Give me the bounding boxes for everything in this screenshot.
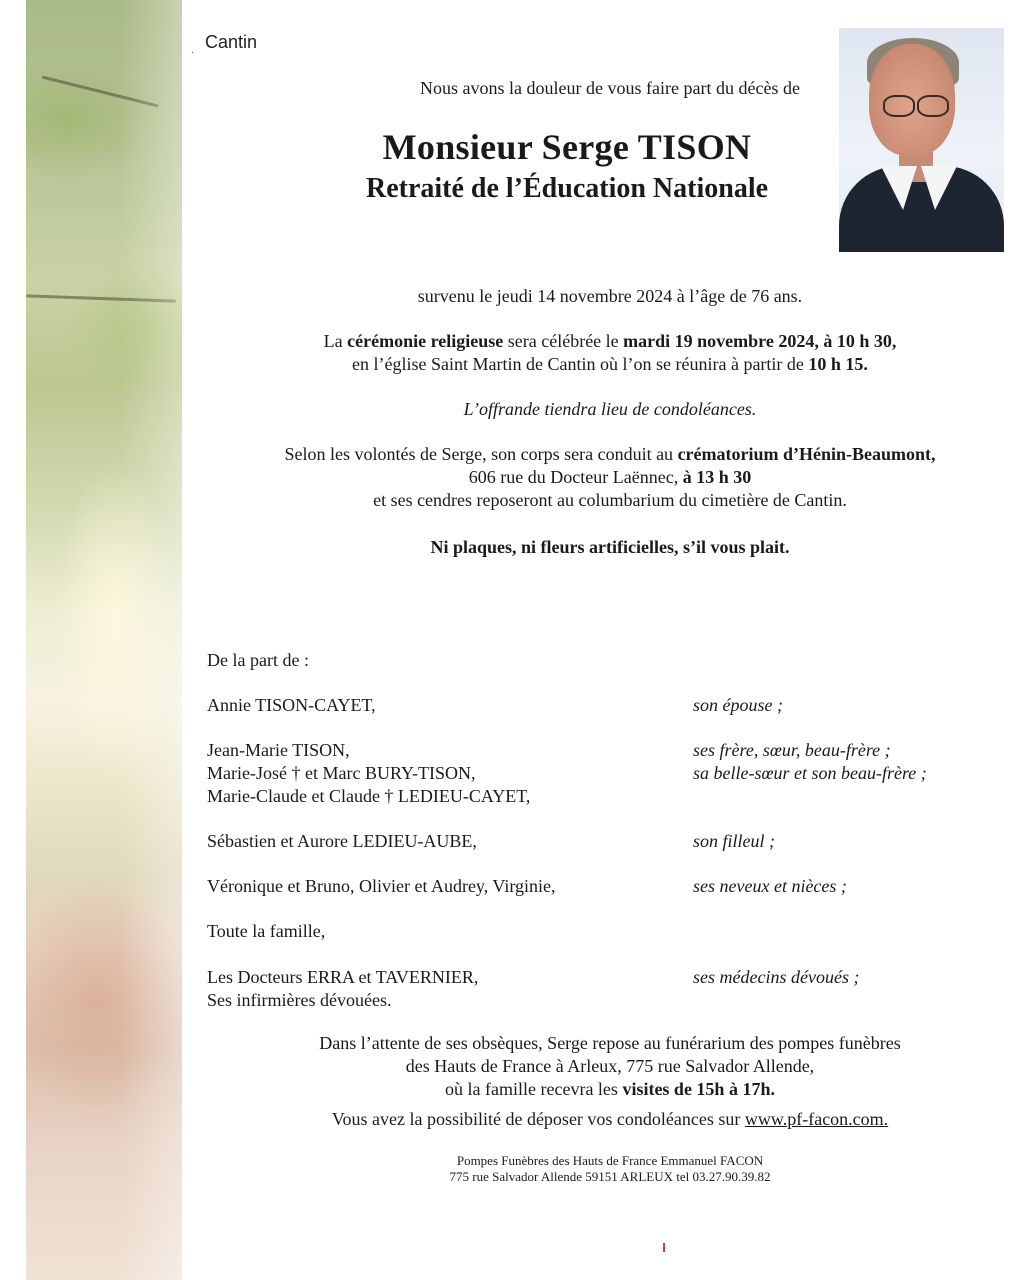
family-relation: ses frère, sœur, beau-frère ; bbox=[693, 740, 891, 760]
ceremony-text: en l’église Saint Martin de Cantin où l’on se réunira à partir de bbox=[352, 354, 809, 374]
wake-text: où la famille recevra les bbox=[445, 1079, 623, 1099]
wake-line-1: Dans l’attente de ses obsèques, Serge repose au funérarium des pompes funèbres bbox=[319, 1033, 901, 1053]
condolences-line bbox=[190, 1108, 1030, 1131]
cremation-paragraph bbox=[190, 443, 1030, 512]
family-name: Marie-José † et Marc BURY-TISON, bbox=[207, 763, 476, 783]
family-relation: son filleul ; bbox=[693, 831, 775, 851]
family-relation: son épouse ; bbox=[693, 695, 783, 715]
wake-paragraph bbox=[190, 1032, 1030, 1101]
funeral-home-footer bbox=[190, 1153, 1030, 1185]
ceremony-line-1 bbox=[190, 330, 1030, 353]
family-relation: sa belle-sœur et son beau-frère ; bbox=[693, 763, 927, 783]
family-name: Annie TISON-CAYET, bbox=[207, 695, 376, 715]
wake-line-3 bbox=[190, 1078, 1030, 1101]
cremation-text: Selon les volontés de Serge, son corps sera conduit au bbox=[284, 444, 678, 464]
condolences-link[interactable]: www.pf-facon.com. bbox=[744, 1109, 889, 1129]
condolences-text: Vous avez la possibilité de déposer vos condoléances sur bbox=[331, 1109, 745, 1129]
offering-line: L’offrande tiendra lieu de condoléances. bbox=[463, 399, 757, 419]
family-name: Toute la famille, bbox=[207, 921, 326, 941]
town-name: Cantin bbox=[205, 32, 258, 52]
ceremony-gathering-time: 10 h 15. bbox=[808, 354, 868, 374]
family-name: Marie-Claude et Claude † LEDIEU-CAYET, bbox=[207, 786, 531, 806]
intro-line: Nous avons la douleur de vous faire part du décès de bbox=[420, 78, 800, 98]
ceremony-date: mardi 19 novembre 2024, à 10 h 30, bbox=[623, 331, 897, 351]
ceremony-emphasis: cérémonie religieuse bbox=[347, 331, 504, 351]
ceremony-line-2 bbox=[190, 353, 1030, 376]
cremation-address: 606 rue du Docteur Laënnec, bbox=[468, 467, 683, 487]
visiting-hours: visites de 15h à 17h. bbox=[622, 1079, 775, 1099]
deceased-date-line: survenu le jeudi 14 novembre 2024 à l’âge de 76 ans. bbox=[417, 286, 803, 306]
wake-line-2: des Hauts de France à Arleux, 775 rue Salvador Allende, bbox=[405, 1056, 815, 1076]
ceremony-text: sera célébrée le bbox=[503, 331, 624, 351]
footer-line-2: 775 rue Salvador Allende 59151 ARLEUX tel 03.27.90.39.82 bbox=[449, 1169, 771, 1184]
cremation-time: à 13 h 30 bbox=[682, 467, 752, 487]
family-name: Véronique et Bruno, Olivier et Audrey, Virginie, bbox=[207, 876, 556, 896]
cremation-line-2 bbox=[190, 466, 1030, 489]
family-name: Ses infirmières dévouées. bbox=[207, 990, 392, 1010]
ceremony-paragraph bbox=[190, 330, 1030, 376]
footer-line-1: Pompes Funèbres des Hauts de France Emmanuel FACON bbox=[456, 1153, 764, 1168]
crematorium-name: crématorium d’Hénin-Beaumont, bbox=[677, 444, 936, 464]
scan-dot: . bbox=[191, 42, 194, 56]
no-flowers-notice: Ni plaques, ni fleurs artificielles, s’il vous plait. bbox=[430, 537, 790, 557]
cremation-line-3: et ses cendres reposeront au columbarium du cimetière de Cantin. bbox=[373, 490, 847, 510]
deceased-name: Monsieur Serge TISON bbox=[382, 127, 752, 167]
scan-mark bbox=[663, 1243, 665, 1252]
family-relation: ses neveux et nièces ; bbox=[693, 876, 847, 896]
deceased-profession: Retraité de l’Éducation Nationale bbox=[365, 173, 769, 204]
family-relation: ses médecins dévoués ; bbox=[693, 967, 860, 987]
cremation-line-1 bbox=[190, 443, 1030, 466]
family-name: Jean-Marie TISON, bbox=[207, 740, 350, 760]
forest-border-fade bbox=[26, 0, 182, 1280]
family-name: Sébastien et Aurore LEDIEU-AUBE, bbox=[207, 831, 477, 851]
family-name: Les Docteurs ERRA et TAVERNIER, bbox=[207, 967, 479, 987]
ceremony-text: La bbox=[323, 331, 348, 351]
family-heading: De la part de : bbox=[207, 650, 309, 670]
